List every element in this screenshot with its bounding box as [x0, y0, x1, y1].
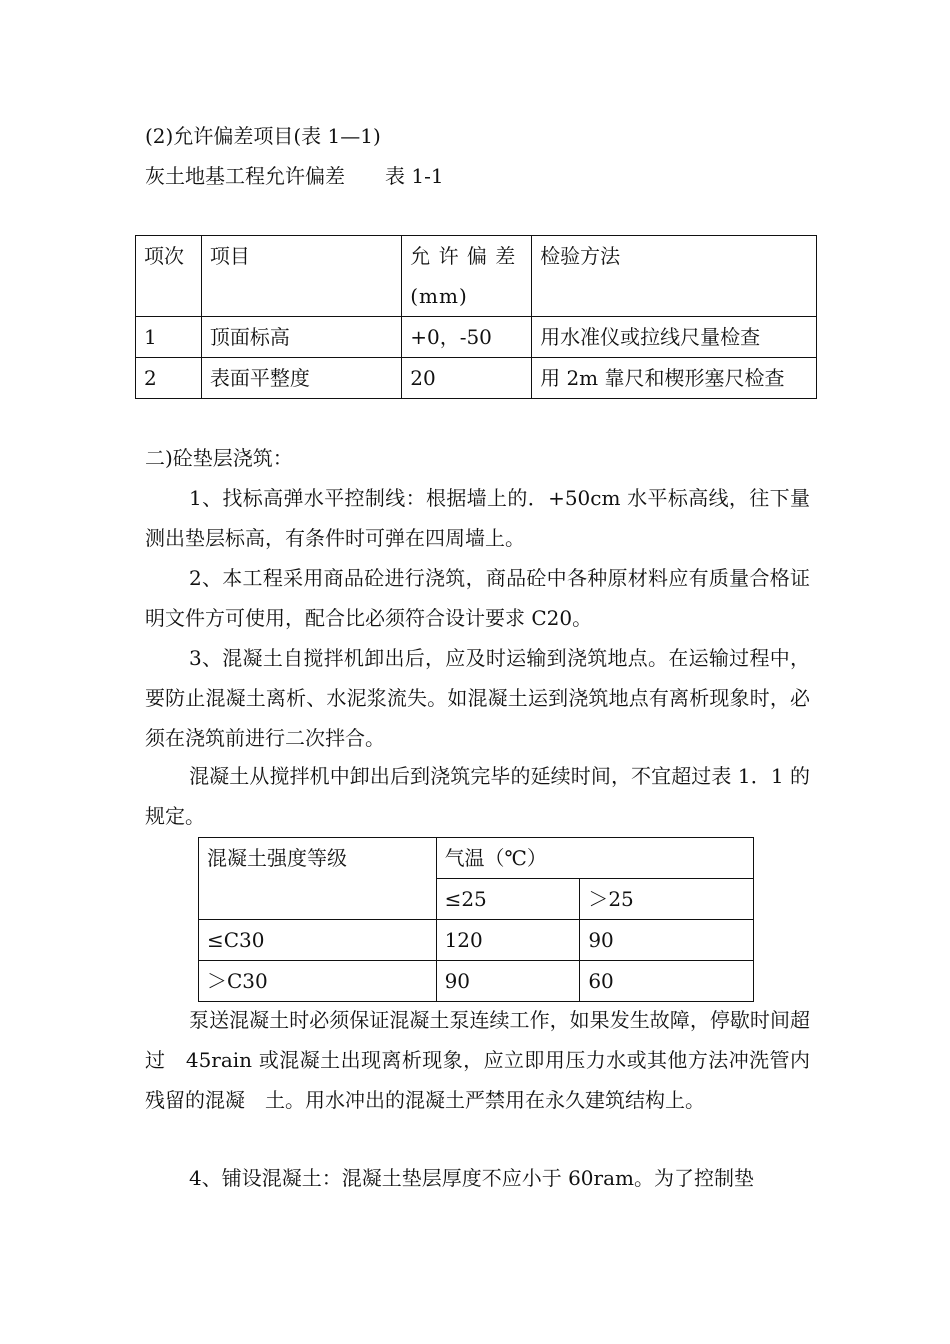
paragraph-text: 混凝土从搅拌机中卸出后到浇筑完毕的延续时间，不宜超过表 1．1 的规定。	[145, 764, 810, 828]
table-cell: 60	[580, 961, 754, 1002]
table-cell: 表面平整度	[201, 358, 401, 399]
table-cell: 1	[136, 317, 202, 358]
header-cell: 混凝土强度等级	[199, 838, 437, 920]
deviation-table	[135, 235, 817, 399]
concrete-time-table	[198, 837, 754, 1002]
table-cell: ＞C30	[199, 961, 437, 1002]
header-cell: 项目	[201, 236, 401, 317]
table-cell: 用 2m 靠尺和楔形塞尺检查	[532, 358, 817, 399]
paragraph	[145, 478, 810, 558]
table-cell: 用水准仪或拉线尺量检查	[532, 317, 817, 358]
paragraph	[145, 558, 810, 638]
table-cell: 顶面标高	[201, 317, 401, 358]
paragraph-text: 3、混凝土自搅拌机卸出后，应及时运输到浇筑地点。在运输过程中，要防止混凝土离析、水泥浆流失。如混凝土运到浇筑地点有离析现象时，必须在浇筑前进行二次拌合。	[145, 646, 810, 750]
table-row	[199, 961, 754, 1002]
table-cell: 120	[436, 920, 580, 961]
table-cell: ≤C30	[199, 920, 437, 961]
table-cell: 90	[580, 920, 754, 961]
header-cell: ≤25	[436, 879, 580, 920]
paragraph-text: 泵送混凝土时必须保证混凝土泵连续工作，如果发生故障，停歇时间超过 45rain 或混凝土出现离析现象，应立即用压力水或其他方法冲洗管内残留的混凝 土。用水冲出的混凝土严禁用在永久建筑结构上。	[145, 1008, 810, 1112]
paragraph	[145, 1000, 810, 1120]
table-caption: 灰土地基工程允许偏差 表 1-1	[145, 164, 444, 188]
table-row	[136, 358, 817, 399]
section-title: 二)砼垫层浇筑：	[145, 446, 293, 470]
paragraph-text: 2、本工程采用商品砼进行浇筑，商品砼中各种原材料应有质量合格证明文件方可使用，配合比必须符合设计要求 C20。	[145, 566, 810, 630]
table-header-row	[199, 838, 754, 879]
header-cell: 项次	[136, 236, 202, 317]
header-cell: 检验方法	[532, 236, 817, 317]
header-cell: 气温（℃）	[436, 838, 753, 879]
header-cell: 允 许 偏 差 (mm)	[402, 236, 532, 317]
table-cell: 2	[136, 358, 202, 399]
paragraph-text: 1、找标高弹水平控制线：根据墙上的．+50cm 水平标高线，往下量测出垫层标高，有条件时可弹在四周墙上。	[145, 486, 810, 550]
paragraph-text: 4、铺设混凝土：混凝土垫层厚度不应小于 60ram。为了控制垫	[189, 1166, 754, 1190]
header-cell: ＞25	[580, 879, 754, 920]
table-row	[136, 317, 817, 358]
table-header-row	[136, 236, 817, 317]
table-cell: 90	[436, 961, 580, 1002]
table-row	[199, 920, 754, 961]
table-cell: +0，-50	[402, 317, 532, 358]
paragraph	[145, 756, 810, 836]
table-cell: 20	[402, 358, 532, 399]
heading-allowable-deviation: (2)允许偏差项目(表 1—1)	[145, 124, 381, 148]
paragraph	[145, 638, 810, 758]
paragraph	[145, 1158, 810, 1198]
